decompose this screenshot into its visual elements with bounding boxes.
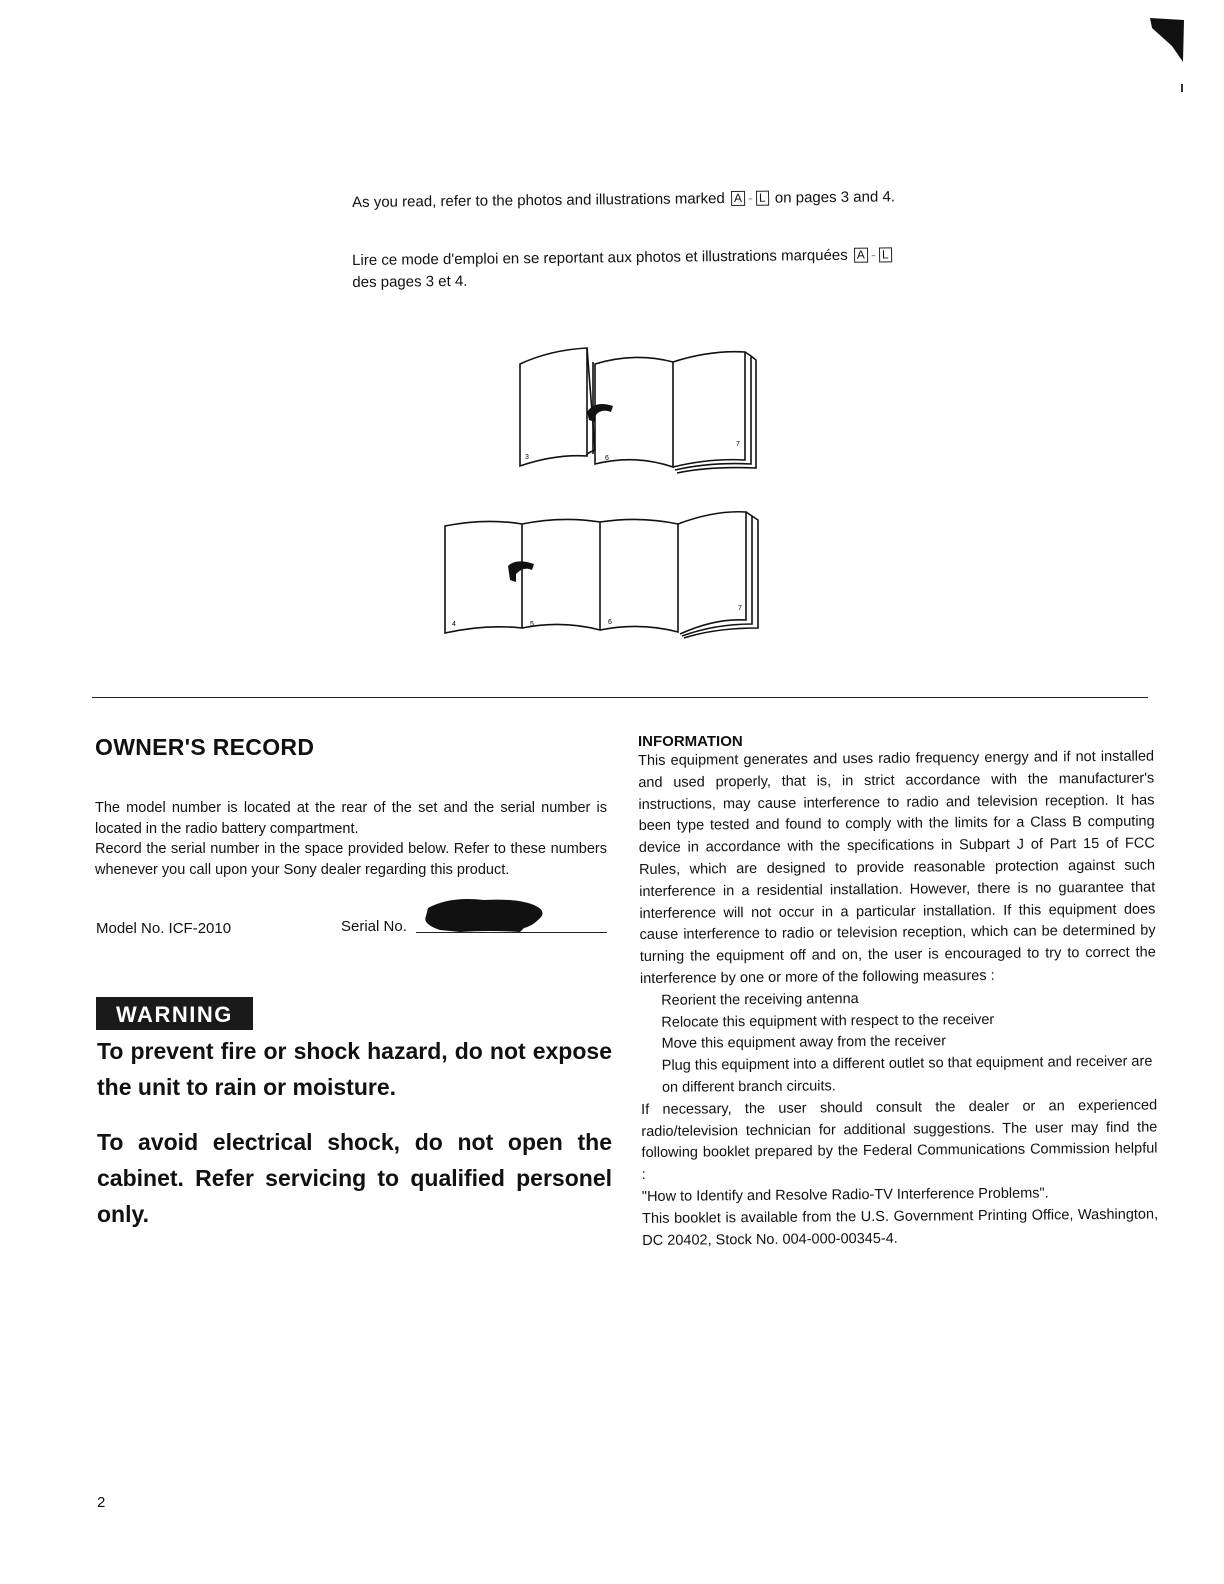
page-number: 2 [97,1494,106,1511]
page-number-label: 6 [605,455,609,462]
section-divider [92,697,1148,698]
booklet-availability: This booklet is available from the U.S. Government Printing Office, Washington, DC 20402, Stock No. 004-000-00345-4. [642,1206,1159,1249]
information-text [638,746,1158,1252]
measure-item: Reorient the receiving antenna [661,990,859,1009]
page-number-label: 5 [530,621,534,628]
marker-l-icon: L [756,191,769,206]
owners-record-text [95,798,607,880]
information-after: If necessary, the user should consult the dealer or an experienced radio/television technician for additional suggestions. The user may find the following booklet prepared by the Federal Communications Commission helpful : [641,1097,1158,1184]
marker-l-icon: L [879,247,892,262]
owners-record-para-1: The model number is located at the rear of the set and the serial number is located in the radio battery compartment. [95,800,607,837]
measure-item: Relocate this equipment with respect to the receiver [661,1011,995,1031]
booklet-title: "How to Identify and Resolve Radio-TV Interference Problems". [641,1185,1049,1205]
book-illustration-top [515,342,765,477]
page-number-label: 7 [738,605,742,612]
redaction-mark-icon [420,894,548,934]
marker-a-icon: A [731,191,745,206]
book-illustration-bottom [440,508,770,640]
page-number-label: 4 [452,621,456,628]
intro-french: Lire ce mode d'emploi en se reportant aux photos et illustrations marquées A - L des pages 3 et 4. [352,244,912,294]
serial-number-label: Serial No. [341,918,407,935]
owners-record-para-2: Record the serial number in the space provided below. Refer to these numbers whenever you call upon your Sony dealer regarding this product. [95,841,607,878]
warning-text-2: To avoid electrical shock, do not open the cabinet. Refer servicing to qualified personel only. [97,1129,612,1227]
warning-text-1: To prevent fire or shock hazard, do not expose the unit to rain or moisture. [97,1038,612,1100]
page-number-label: 3 [525,454,529,461]
information-heading: INFORMATION [638,733,743,750]
measure-item: Plug this equipment into a different outlet so that equipment and receiver are on different branch circuits. [661,1053,1153,1096]
page-number-label: 7 [736,441,740,448]
model-number-label: Model No. ICF-2010 [96,920,232,937]
warning-badge: WARNING [96,997,253,1030]
marker-a-icon: A [854,248,868,263]
turn-arrow-icon [508,561,534,582]
corner-mark-icon [1150,16,1188,100]
intro-english: As you read, refer to the photos and illustrations marked A - L on pages 3 and 4. [352,188,896,211]
measure-item: Move this equipment away from the receiver [661,1033,947,1053]
information-body: This equipment generates and uses radio frequency energy and if not installed and used properly, that is, in strict accordance with the manufacturer's instructions, may cause interference to radio and television reception. It has been type tested and found to comply with the limits for a Class B computing device in accordance with the specifications in Subpart J of Part 15 of FCC Rules, which are designed to provide reasonable protection against such interference in a residential installation. However, there is no guarantee that interference will not occur in a particular installation. If this equipment does cause interference to radio or television reception, which can be determined by turning the equipment off and on, the user is encouraged to try to correct the interference by one or more of the following measures : [638,748,1156,987]
page-number-label: 6 [608,619,612,626]
owners-record-heading: OWNER'S RECORD [95,734,315,760]
